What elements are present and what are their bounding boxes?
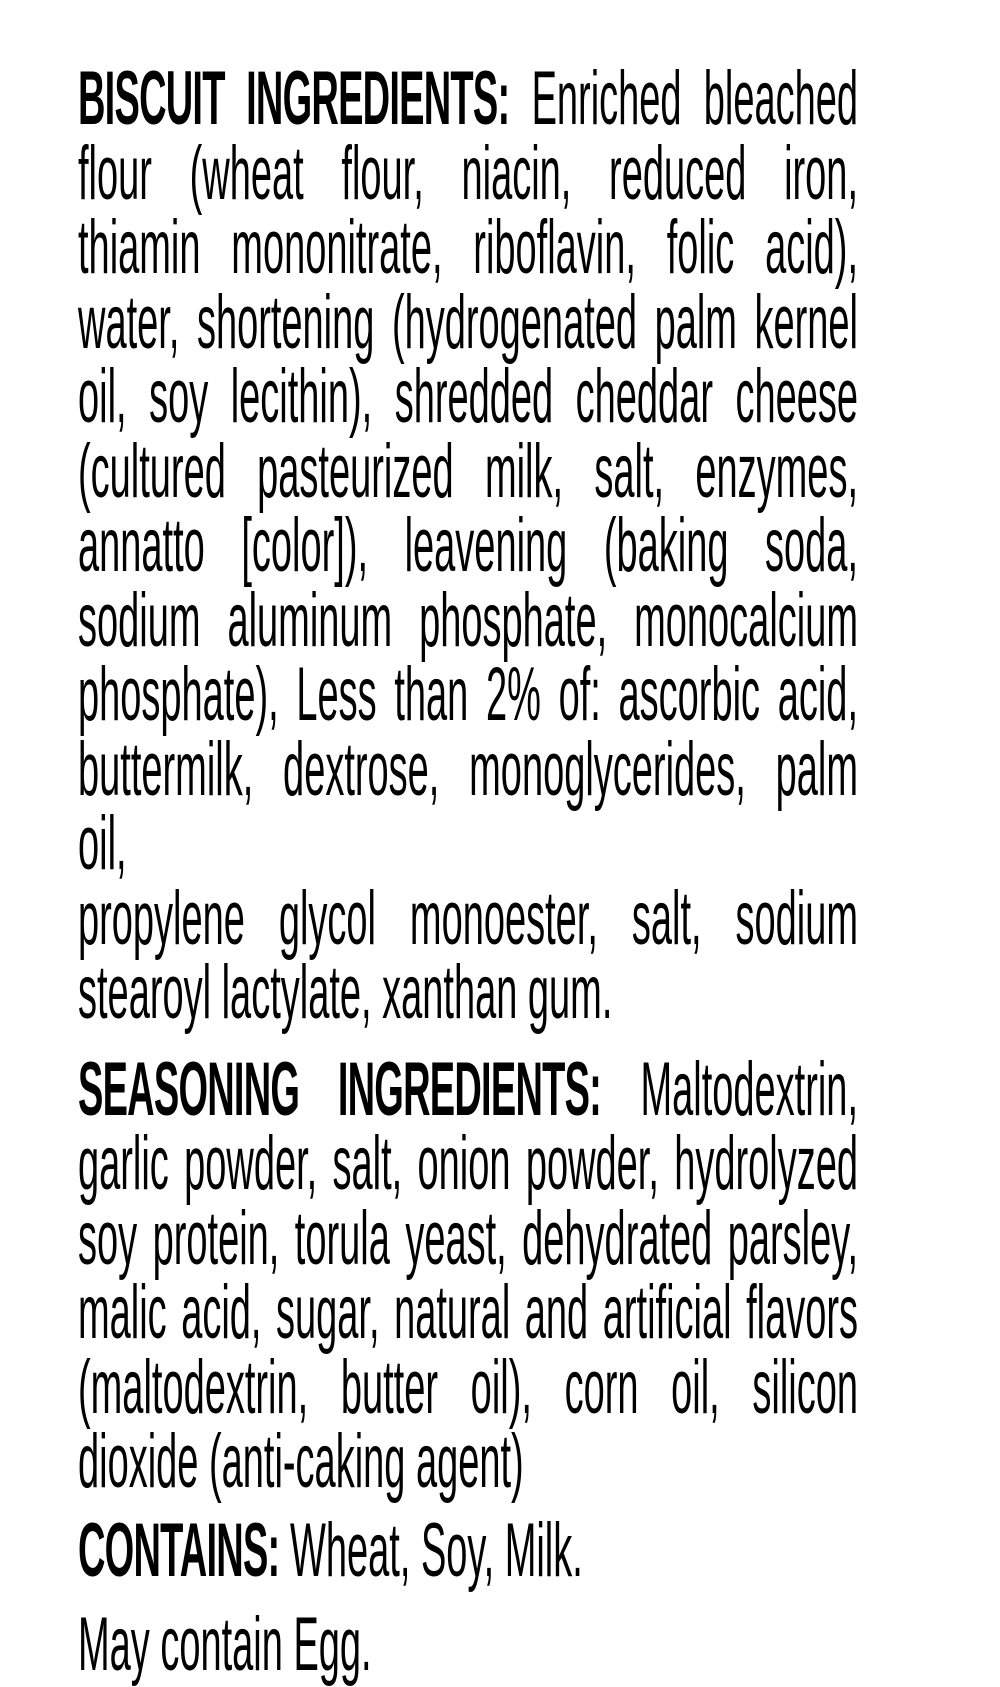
may-contain-paragraph [78,1602,858,1687]
text-line [78,1046,858,1132]
ingredient-line: malic acid, sugar, natural and artificial flavors [78,1270,858,1355]
ingredient-line: sodium aluminum phosphate, monocalcium [78,577,858,663]
allergen-list: Wheat, Soy, Milk. [290,1507,583,1593]
ingredient-line: (maltodextrin, butter oil), corn oil, silicon [78,1344,858,1430]
ingredient-line: flour (wheat flour, niacin, reduced iron, [78,130,858,216]
seasoning-ingredients-heading: SEASONING INGREDIENTS: [78,1046,602,1132]
ingredient-line: thiamin mononitrate, riboflavin, folic acid), [78,205,858,290]
biscuit-ingredients-heading: BISCUIT INGREDIENTS: [78,56,510,141]
ingredient-line: (cultured pasteurized milk, salt, enzymes, [78,428,858,514]
ingredient-line: buttermilk, dextrose, monoglycerides, palm oil, [78,726,858,886]
may-contain-text: May contain Egg. [78,1602,372,1687]
ingredient-line: stearoyl lactylate, xanthan gum. [78,950,613,1035]
ingredient-line: water, shortening (hydrogenated palm kernel [78,279,858,365]
text-line [78,1507,858,1593]
ingredient-line: soy protein, torula yeast, dehydrated parsley, [78,1195,858,1281]
ingredient-line: dioxide (anti-caking agent) [78,1419,524,1504]
seasoning-ingredients-paragraph [78,1046,858,1504]
ingredients-label [78,56,858,1687]
contains-heading: CONTAINS: [78,1507,280,1593]
contains-paragraph [78,1507,858,1593]
ingredient-line: oil, soy lecithin), shredded cheddar cheese [78,354,858,439]
ingredient-line: annatto [color]), leavening (baking soda, [78,503,858,588]
text-segment: Enriched bleached [531,56,858,141]
text-segment: Maltodextrin, [640,1046,858,1132]
ingredient-line: propylene glycol monoester, salt, sodium [78,875,858,961]
ingredient-line: phosphate), Less than 2% of: ascorbic acid, [78,652,858,737]
ingredient-line: garlic powder, salt, onion powder, hydrolyzed [78,1121,858,1206]
biscuit-ingredients-paragraph [78,56,858,1035]
text-line [78,56,858,141]
